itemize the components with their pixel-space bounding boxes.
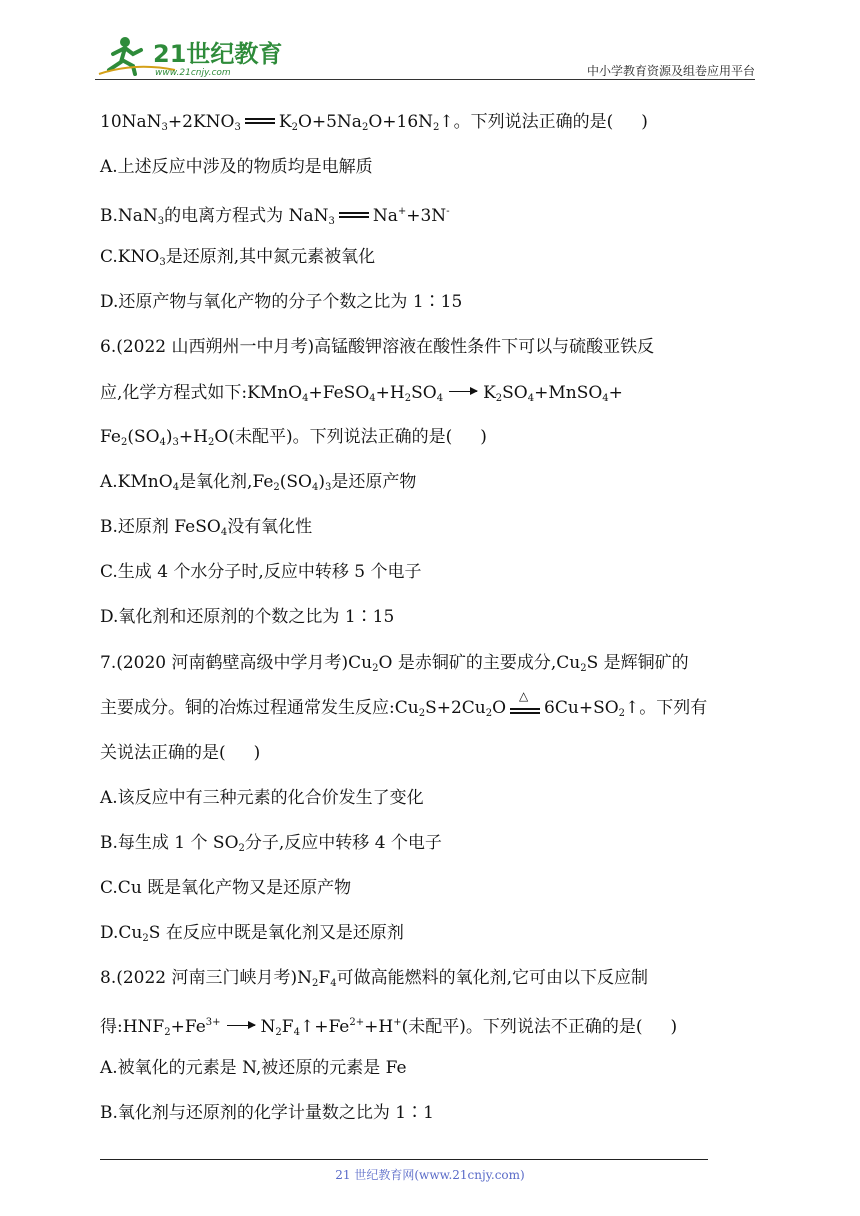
q7-option-b: B.每生成 1 个 $SO_2$分子,反应中转移 4 个电子 (100, 833, 442, 854)
q6-option-b: B.还原剂 FeSO$_4$没有氧化性 (100, 517, 313, 538)
page-header (95, 28, 755, 80)
equals-sign-icon (339, 212, 369, 218)
platform-label: 中小学教育资源及组卷应用平台 (586, 64, 755, 78)
q6-option-d: D.氧化剂和还原剂的个数之比为 1∶15 (100, 607, 395, 627)
q7-stem-line2: 主要成分。铜的冶炼过程通常发生反应$:Cu_2S+2Cu_2O$ △ $6Cu+SO_2↑$。下列有 (100, 688, 708, 719)
q6-stem-line2: 应,化学方程式如下$:KMnO_4+FeSO_4+H_2SO_4$ $K_2SO_4+MnSO_4+$ (100, 383, 623, 404)
q7-option-a: A.该反应中有三种元素的化合价发生了变化 (100, 788, 424, 808)
header-divider (95, 79, 755, 80)
q6-option-a: A.KMnO$_4$是氧化剂$,Fe_2(SO_4)_3$是还原产物 (100, 472, 417, 493)
q8-option-a: A.被氧化的元素是 N,被还原的元素是 Fe (100, 1058, 407, 1078)
q6-option-c: C.生成 4 个水分子时,反应中转移 5 个电子 (100, 562, 422, 582)
q6-stem-line3: $Fe_2(SO_4)_3+H_2O$(未配平)。下列说法正确的是( ) (100, 427, 487, 448)
q5-option-c: $C.KNO_3$是还原剂,其中氮元素被氧化 (100, 247, 376, 268)
q8-stem-line2: 得$:HNF_2+Fe^{3+}$ $N_2F_4↑+Fe^{2+}+H^+$(未配平)。下列说法不正确的是( ) (100, 1017, 678, 1038)
reaction-arrow-icon (449, 391, 477, 392)
footer-divider (100, 1159, 708, 1160)
q5-option-a: A.上述反应中涉及的物质均是电解质 (100, 157, 373, 177)
q5-equation: $10NaN_3+2KNO_3$ $K_2O+5Na_2O+16N_2↑$。下列说法正确的是( ) (100, 112, 648, 133)
equals-sign-icon (245, 118, 275, 124)
q7-stem-line1: 7.(2020 河南鹤壁高级中学月考)$Cu_2O$ 是赤铜矿的主要成分$,Cu_2S$ 是辉铜矿的 (100, 653, 689, 674)
site-logo (95, 32, 283, 78)
q7-stem-line3: 关说法正确的是( ) (100, 743, 261, 763)
q5-option-d: D.还原产物与氧化产物的分子个数之比为 1∶15 (100, 292, 463, 312)
logo-url: www.21cnjy.com (155, 68, 231, 78)
q7-option-d: $D.Cu_2S$ 在反应中既是氧化剂又是还原剂 (100, 923, 404, 944)
heating-condition-icon: △ (510, 708, 540, 714)
reaction-arrow-icon (227, 1025, 255, 1026)
logo-text: 21世纪教育 (153, 40, 283, 68)
q6-stem-line1: 6.(2022 山西朔州一中月考)高锰酸钾溶液在酸性条件下可以与硫酸亚铁反 (100, 337, 655, 357)
q8-option-b: B.氧化剂与还原剂的化学计量数之比为 1∶1 (100, 1103, 434, 1123)
q7-option-c: C.Cu 既是氧化产物又是还原产物 (100, 878, 352, 898)
q5-option-b: B.NaN$_3$的电离方程式为 NaN$_3$ Na++3N- (100, 206, 450, 227)
footer-link[interactable]: 21 世纪教育网(www.21cnjy.com) (335, 1168, 525, 1182)
q8-stem-line1: 8.(2022 河南三门峡月考)$N_2F_4$可做高能燃料的氧化剂,它可由以下反应制 (100, 968, 648, 989)
